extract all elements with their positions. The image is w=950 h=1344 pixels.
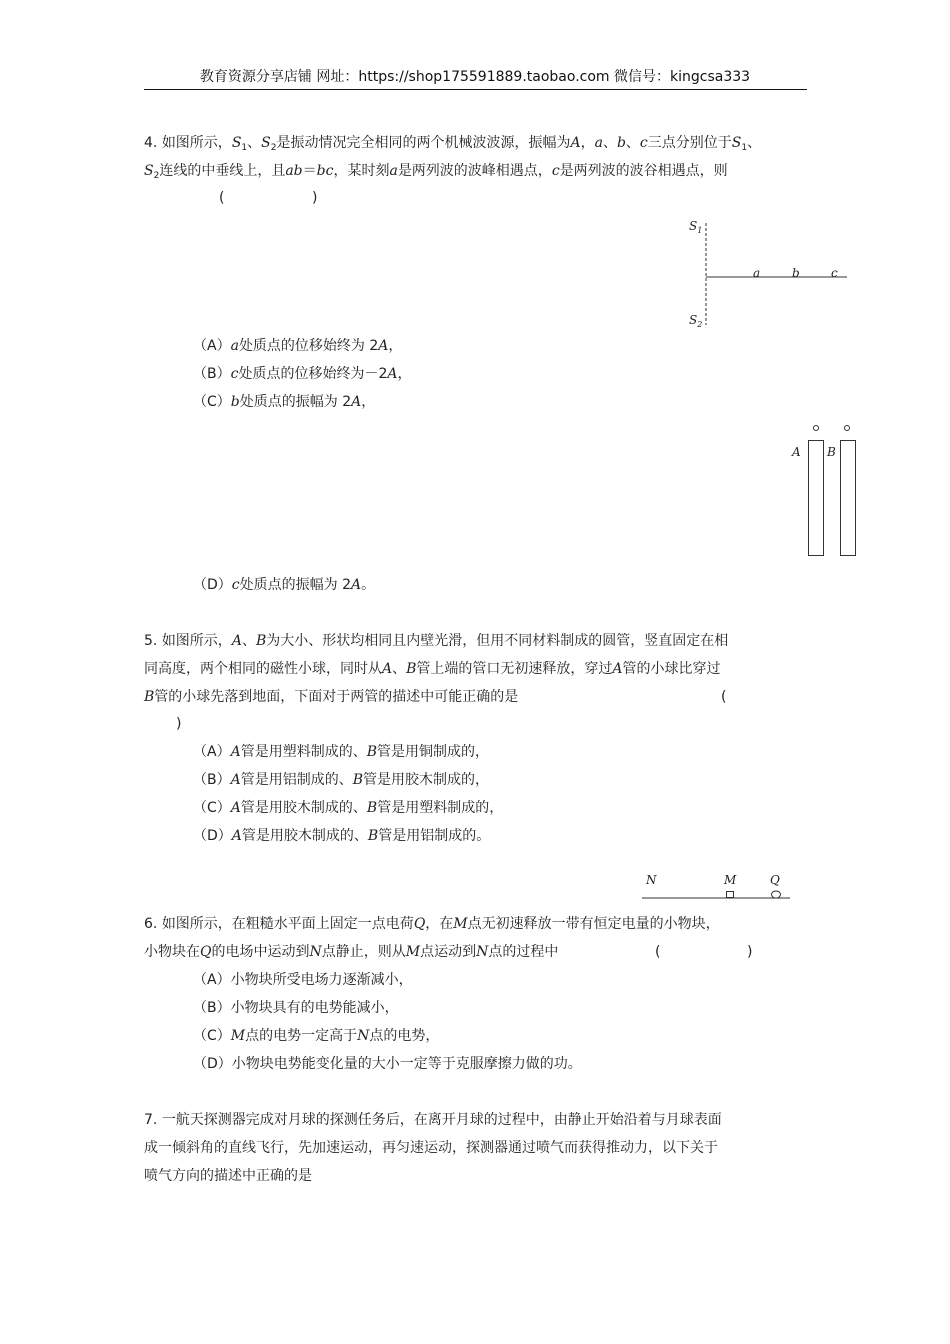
q6-line-1: 6. 如图所示，在粗糙水平面上固定一点电荷Q，在M点无初速释放一带有恒定电量的小物块， [144, 916, 720, 932]
q5-label-a: A [792, 445, 801, 459]
q6-option-a: （A）小物块所受电场力逐渐减小， [193, 972, 413, 988]
q6-label-q: Q [770, 873, 780, 887]
q6-block [727, 892, 734, 898]
q5-number: 5. [144, 633, 158, 649]
q4-line-2: $S_2$连线的中垂线上，且ab＝bc，某时刻a是两列波的波峰相遇点，c是两列波的波谷相遇点，则 [144, 163, 728, 181]
q6-option-d: （D）小物块电势能变化量的大小一定等于克服摩擦力做的功。 [193, 1056, 582, 1072]
page-header: 教育资源分享店铺 网址：https://shop175591889.taobao.com 微信号：kingcsa333 [199, 69, 751, 85]
q5-option-c: （C）A管是用胶木制成的、B管是用塑料制成的， [193, 800, 504, 816]
q4-label-s1: $S_1$ [689, 219, 703, 235]
q6-option-b: （B）小物块具有的电势能减小， [193, 1000, 399, 1016]
q4-answer-paren-close: ) [312, 190, 318, 206]
q5-line-3: B管的小球先落到地面，下面对于两管的描述中可能正确的是 [144, 689, 519, 705]
q5-tubes-figure [785, 420, 865, 560]
q4-option-c: （C）b处质点的振幅为 2A， [193, 394, 376, 410]
q4-line-1: 4. 如图所示，$S_1$、$S_2$是振动情况完全相同的两个机械波波源，振幅为A，a、b、c三点分别位于$S_1$、 [144, 135, 762, 153]
q5-answer-paren-close: ) [176, 716, 182, 732]
q6-point-charge [772, 891, 781, 898]
q6-answer-paren-open: ( [655, 944, 661, 960]
q5-option-d: （D）A管是用胶木制成的、B管是用铝制成的。 [193, 828, 491, 844]
q4-label-s2: $S_2$ [689, 313, 703, 329]
q5-label-b: B [827, 445, 836, 459]
q7-number: 7. [144, 1112, 158, 1128]
q4-number: 4. [144, 135, 158, 151]
q6-charge-figure [640, 868, 800, 902]
q5-answer-paren-open: ( [721, 689, 727, 705]
q5-line-2: 同高度，两个相同的磁性小球，同时从A、B管上端的管口无初速释放，穿过A管的小球比穿过 [144, 661, 721, 677]
q5-tube-a [809, 441, 824, 556]
q5-ball-a [814, 426, 819, 431]
q4-option-a: （A）a处质点的位移始终为 2A， [193, 338, 403, 354]
q7-line-2: 成一倾斜角的直线飞行，先加速运动，再匀速运动，探测器通过喷气而获得推动力，以下关于 [144, 1140, 718, 1156]
q6-answer-paren-close: ) [747, 944, 753, 960]
q4-label-b: b [792, 266, 800, 280]
q4-label-a: a [753, 266, 761, 280]
q4-wave-sources-figure [685, 215, 855, 330]
q6-label-n: N [646, 873, 657, 887]
q4-option-d: （D）c处质点的振幅为 2A。 [193, 577, 376, 593]
header-rule [144, 89, 807, 90]
q5-option-b: （B）A管是用铝制成的、B管是用胶木制成的， [193, 772, 490, 788]
q5-tube-b [841, 441, 856, 556]
q6-label-m: M [724, 873, 737, 887]
q4-label-c: c [831, 266, 838, 280]
q6-option-c: （C）M点的电势一定高于N点的电势， [193, 1028, 440, 1044]
q6-line-2: 小物块在Q的电场中运动到N点静止，则从M点运动到N点的过程中 [144, 944, 559, 960]
q7-line-1: 7. 一航天探测器完成对月球的探测任务后，在离开月球的过程中，由静止开始沿着与月球表面 [144, 1112, 722, 1128]
q5-line-1: 5. 如图所示，A、B为大小、形状均相同且内壁光滑，但用不同材料制成的圆管，竖直固定在相 [144, 633, 729, 649]
q7-line-3: 喷气方向的描述中正确的是 [144, 1168, 312, 1184]
q6-number: 6. [144, 916, 158, 932]
q5-ball-b [845, 426, 850, 431]
q5-option-a: （A）A管是用塑料制成的、B管是用铜制成的， [193, 744, 489, 760]
q4-option-b: （B）c处质点的位移始终为－2A， [193, 366, 412, 382]
q4-answer-paren-open: ( [219, 190, 225, 206]
